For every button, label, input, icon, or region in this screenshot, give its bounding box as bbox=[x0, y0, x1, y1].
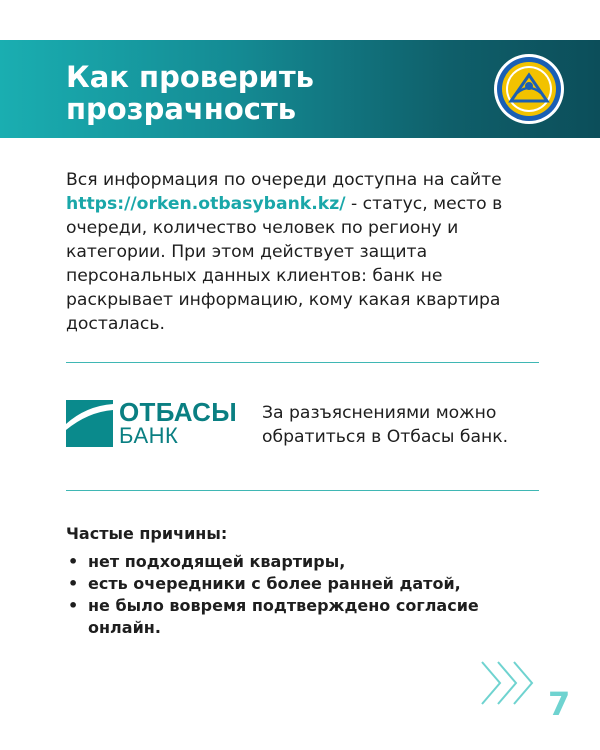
intro-paragraph bbox=[66, 168, 536, 336]
bullet: • bbox=[68, 552, 79, 571]
reason-text: есть очередники с более ранней датой, bbox=[88, 574, 461, 593]
divider-bottom bbox=[66, 490, 539, 491]
page-number: 7 bbox=[548, 685, 571, 723]
otbasy-bank-logo bbox=[66, 398, 246, 448]
bank-name-line2: БАНК bbox=[119, 423, 179, 448]
divider-top bbox=[66, 362, 539, 363]
reasons-heading: Частые причины: bbox=[66, 524, 228, 543]
queue-site-link[interactable]: https://orken.otbasybank.kz/ bbox=[66, 194, 346, 214]
chevrons-right-icon bbox=[478, 658, 548, 708]
bullet: • bbox=[68, 574, 79, 593]
reasons-list bbox=[66, 551, 526, 639]
bullet: • bbox=[68, 596, 79, 615]
reason-text: не было вовремя подтверждено согласие онлайн. bbox=[88, 596, 479, 637]
list-item bbox=[66, 595, 526, 639]
bank-name-line1: ОТБАСЫ bbox=[119, 397, 237, 427]
otbasy-bank-logo-icon bbox=[66, 400, 113, 447]
list-item bbox=[66, 551, 526, 573]
page-title bbox=[66, 61, 466, 125]
regional-emblem-icon bbox=[493, 53, 565, 125]
list-item bbox=[66, 573, 526, 595]
contact-text: За разъяснениями можно обратиться в Отбасы банк. bbox=[262, 403, 509, 447]
page-title-line1: Как проверить bbox=[66, 60, 315, 94]
intro-text-start: Вся информация по очереди доступна на сайте bbox=[66, 170, 502, 190]
reason-text: нет подходящей квартиры, bbox=[88, 552, 346, 571]
page-title-line2: прозрачность bbox=[66, 92, 297, 126]
intro-text-end: - статус, место в очереди, количество человек по региону и категории. При этом действует защита персональных данных клиентов: банк не раскрывает информацию, кому какая квартира досталась. bbox=[66, 194, 503, 334]
